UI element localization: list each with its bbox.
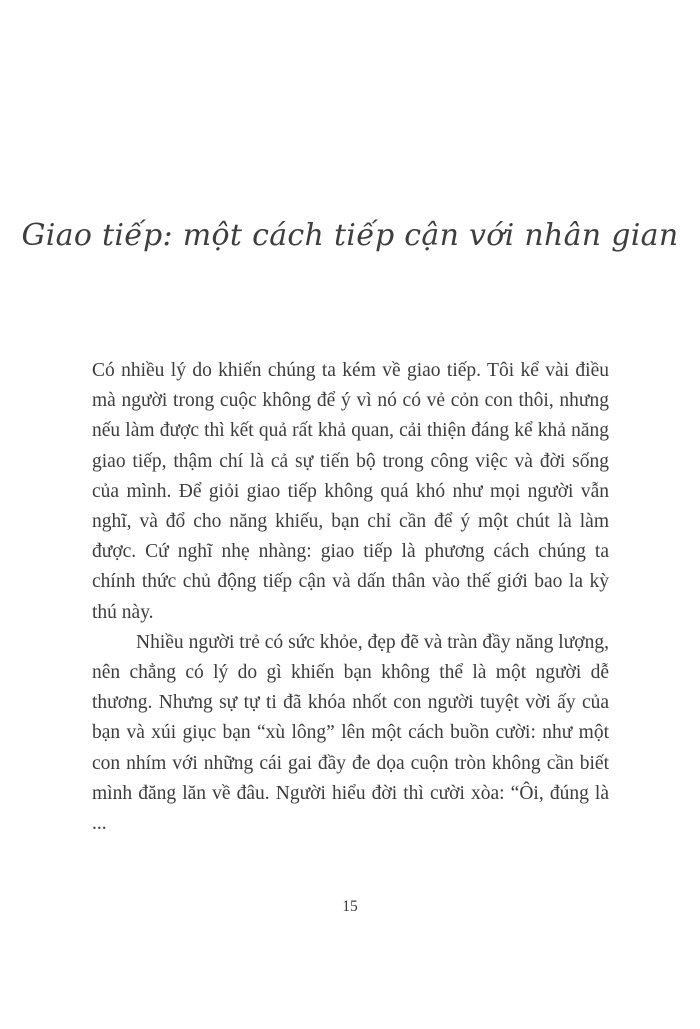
page-number: 15 — [342, 898, 358, 915]
chapter-title: Giao tiếp: một cách tiếp cận với nhân gian — [21, 218, 679, 253]
body-text — [92, 356, 609, 839]
paragraph-2: Nhiều người trẻ có sức khỏe, đẹp đẽ và tràn đầy năng lượng, nên chẳng có lý do gì khiến bạn không thể là một người dễ thương. Nhưng sự tự ti đã khóa nhốt con người tuyệt vời ấy của bạn và xúi giục bạn “xù lông” lên một cách buồn cười: như một con nhím với những cái gai đầy đe dọa cuộn tròn không cần biết mình đăng lăn về đâu. Người hiểu đời thì cười xòa: “Ôi, đúng là ... — [92, 631, 609, 835]
paragraph-1: Có nhiều lý do khiến chúng ta kém về giao tiếp. Tôi kể vài điều mà người trong cuộc không để ý vì nó có vẻ cỏn con thôi, nhưng nếu làm được thì kết quả rất khả quan, cải thiện đáng kể khả năng giao tiếp, thậm chí là cả sự tiến bộ trong công việc và đời sống của mình. Để giỏi giao tiếp không quá khó như mọi người vẫn nghĩ, và đổ cho năng khiếu, bạn chỉ cần để ý một chút là làm được. Cứ nghĩ nhẹ nhàng: giao tiếp là phương cách chúng ta chính thức chủ động tiếp cận và dấn thân vào thế giới bao la kỳ thú này. — [92, 360, 609, 623]
